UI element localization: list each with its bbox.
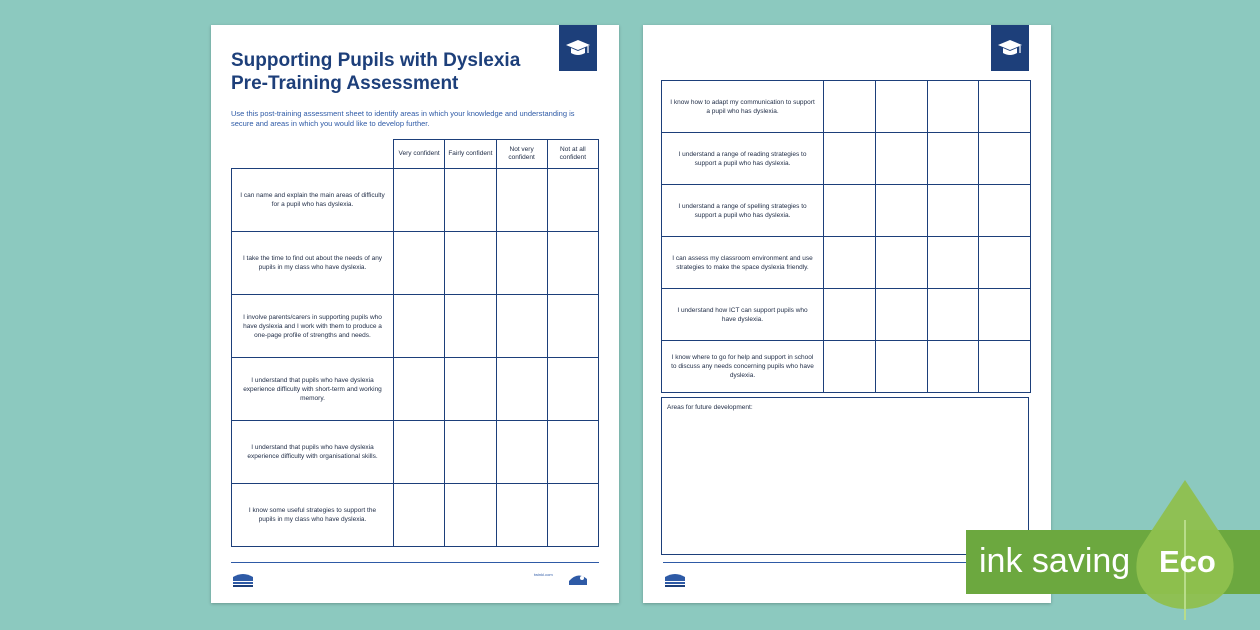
table-row <box>662 341 1031 393</box>
table-row <box>232 169 599 232</box>
table-row <box>662 81 1031 133</box>
statement-text: I understand how ICT can support pupils who have dyslexia. <box>677 306 808 323</box>
rating-cell[interactable] <box>496 232 547 295</box>
table-row <box>662 185 1031 237</box>
rating-cell[interactable] <box>496 484 547 547</box>
eco-label: Eco <box>1159 544 1216 579</box>
graduation-cap-tab <box>991 25 1029 71</box>
footer-divider <box>231 562 599 563</box>
rating-cell[interactable] <box>496 295 547 358</box>
title-line-1: Supporting Pupils with Dyslexia <box>231 50 521 71</box>
rating-cell[interactable] <box>547 421 598 484</box>
ink-saving-label: ink saving <box>979 542 1131 580</box>
rating-cell[interactable] <box>875 341 927 393</box>
column-header: Not very confident <box>496 140 547 169</box>
table-row <box>232 421 599 484</box>
title-line-2: Pre-Training Assessment <box>231 73 459 94</box>
confidence-table-page-1 <box>231 139 599 547</box>
rating-cell[interactable] <box>979 133 1031 185</box>
statement-cell <box>232 358 394 421</box>
rating-cell[interactable] <box>445 421 496 484</box>
rating-cell[interactable] <box>824 81 876 133</box>
statement-cell <box>662 133 824 185</box>
statement-text: I understand that pupils who have dyslexia experience difficulty with short-term and working memory. <box>243 376 382 402</box>
rating-cell[interactable] <box>824 133 876 185</box>
rating-cell[interactable] <box>394 421 445 484</box>
header-blank-cell <box>232 140 394 169</box>
statement-cell <box>662 341 824 393</box>
footer-url: twinkl.com <box>534 572 553 577</box>
statement-text: I can name and explain the main areas of difficulty for a pupil who has dyslexia. <box>240 192 385 208</box>
graduation-cap-icon <box>997 38 1023 58</box>
rating-cell[interactable] <box>496 358 547 421</box>
column-header: Not at all confident <box>547 140 598 169</box>
rating-cell[interactable] <box>927 289 979 341</box>
statement-text: I know where to go for help and support in school to discuss any needs concerning pupils who have dyslexia. <box>671 354 814 379</box>
statement-cell <box>232 169 394 232</box>
statement-text: I can assess my classroom environment and use strategies to make the space dyslexia friendly. <box>672 254 813 271</box>
rating-cell[interactable] <box>445 232 496 295</box>
statement-cell <box>662 81 824 133</box>
statement-cell <box>232 232 394 295</box>
statement-text: I involve parents/carers in supporting pupils who have dyslexia and I work with them to produce a one-page profile of strengths and needs. <box>243 313 382 339</box>
page-title <box>231 49 520 95</box>
statement-text: I understand a range of spelling strategies to support a pupil who has dyslexia. <box>678 202 807 219</box>
rating-cell[interactable] <box>927 185 979 237</box>
rating-cell[interactable] <box>445 358 496 421</box>
rating-cell[interactable] <box>875 289 927 341</box>
rating-cell[interactable] <box>496 169 547 232</box>
table-row <box>662 133 1031 185</box>
rating-cell[interactable] <box>824 341 876 393</box>
rating-cell[interactable] <box>547 295 598 358</box>
statement-cell <box>232 484 394 547</box>
statement-cell <box>662 237 824 289</box>
rating-cell[interactable] <box>547 232 598 295</box>
rating-cell[interactable] <box>979 185 1031 237</box>
rating-cell[interactable] <box>824 237 876 289</box>
rating-cell[interactable] <box>394 169 445 232</box>
column-header: Fairly confident <box>445 140 496 169</box>
rating-cell[interactable] <box>927 81 979 133</box>
confidence-table-page-2 <box>661 80 1031 393</box>
footer-mascot-icon <box>566 569 590 589</box>
rating-cell[interactable] <box>875 237 927 289</box>
statement-cell <box>662 185 824 237</box>
statement-text: I know how to adapt my communication to support a pupil who has dyslexia. <box>670 98 815 115</box>
table-header-row <box>232 140 599 169</box>
rating-cell[interactable] <box>547 484 598 547</box>
graduation-cap-tab <box>559 25 597 71</box>
table-row <box>232 358 599 421</box>
rating-cell[interactable] <box>445 295 496 358</box>
table-row <box>662 289 1031 341</box>
rating-cell[interactable] <box>875 133 927 185</box>
rating-cell[interactable] <box>547 358 598 421</box>
rating-cell[interactable] <box>394 358 445 421</box>
statement-cell <box>232 421 394 484</box>
rating-cell[interactable] <box>875 185 927 237</box>
rating-cell[interactable] <box>824 289 876 341</box>
rating-cell[interactable] <box>979 237 1031 289</box>
table-row <box>232 295 599 358</box>
rating-cell[interactable] <box>824 185 876 237</box>
future-development-label: Areas for future development: <box>667 404 753 411</box>
statement-text: I take the time to find out about the needs of any pupils in my class who have dyslexia. <box>242 255 383 271</box>
statement-text: I know some useful strategies to support the pupils in my class who have dyslexia. <box>248 507 377 523</box>
statement-cell <box>662 289 824 341</box>
worksheet-page-1 <box>211 25 619 603</box>
rating-cell[interactable] <box>394 484 445 547</box>
rating-cell[interactable] <box>547 169 598 232</box>
rating-cell[interactable] <box>394 295 445 358</box>
statement-cell <box>232 295 394 358</box>
rating-cell[interactable] <box>394 232 445 295</box>
table-row <box>232 484 599 547</box>
rating-cell[interactable] <box>979 289 1031 341</box>
publisher-logo-icon <box>231 569 255 589</box>
intro-text: Use this post-training assessment sheet to identify areas in which your knowledge and understanding is secure and areas in which you would like to develop further. <box>231 109 575 128</box>
rating-cell[interactable] <box>445 169 496 232</box>
publisher-logo-icon <box>663 569 687 589</box>
rating-cell[interactable] <box>979 341 1031 393</box>
table-row <box>662 237 1031 289</box>
statement-text: I understand a range of reading strategies to support a pupil who has dyslexia. <box>678 150 807 167</box>
statement-text: I understand that pupils who have dyslexia experience difficulty with organisational skills. <box>247 444 378 460</box>
graduation-cap-icon <box>565 38 591 58</box>
worksheet-page-2 <box>643 25 1051 603</box>
rating-cell[interactable] <box>927 133 979 185</box>
column-header: Very confident <box>394 140 445 169</box>
rating-cell[interactable] <box>927 237 979 289</box>
rating-cell[interactable] <box>445 484 496 547</box>
rating-cell[interactable] <box>979 81 1031 133</box>
rating-cell[interactable] <box>496 421 547 484</box>
rating-cell[interactable] <box>927 341 979 393</box>
rating-cell[interactable] <box>875 81 927 133</box>
table-row <box>232 232 599 295</box>
